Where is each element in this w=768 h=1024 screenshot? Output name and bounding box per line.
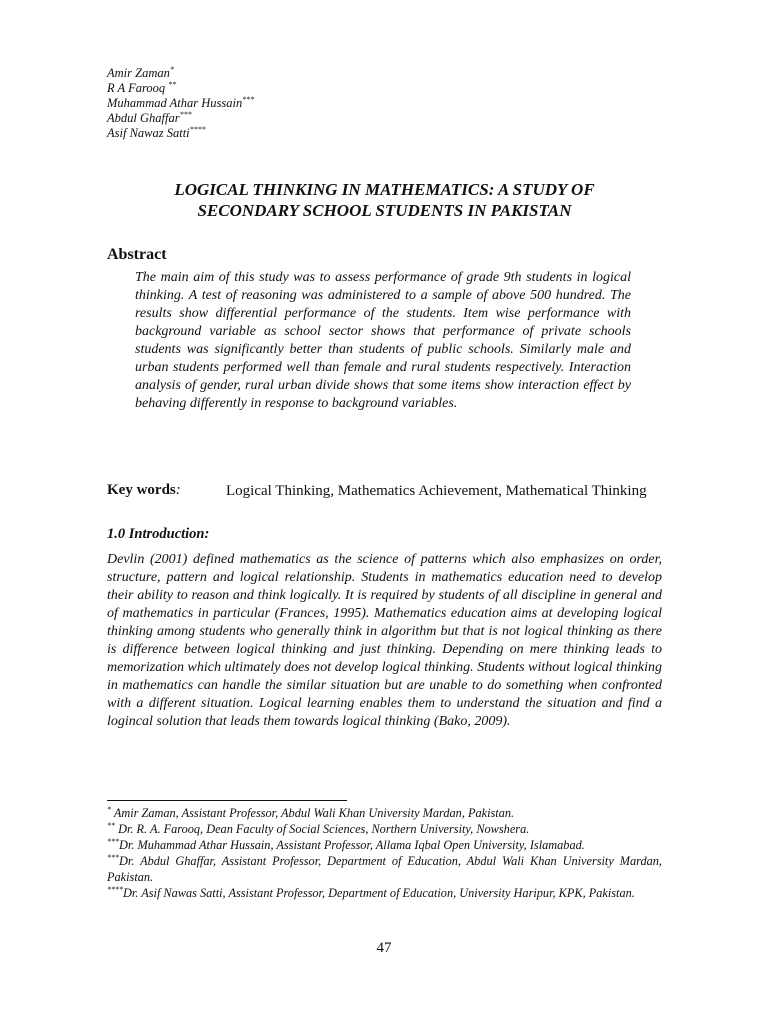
keywords-label: Key words: [107, 482, 181, 498]
page-number: 47 [376, 940, 392, 956]
footnote-divider [107, 800, 347, 801]
abstract-heading: Abstract [107, 246, 167, 263]
footnote-2: ** Dr. R. A. Farooq, Dean Faculty of Social Sciences, Northern University, Nowshera. [107, 821, 530, 836]
footnote-3: ***Dr. Muhammad Athar Hussain, Assistant Professor, Allama Iqbal Open University, Islamabad. [107, 837, 585, 852]
introduction-body: Devlin (2001) defined mathematics as the science of patterns which also emphasizes on order, structure, pattern and logical relationship. Students in mathematics education need to develop their ability to reason and think logically. It is required by students of all discipline in general and of mathematics in particular (Frances, 1995). Mathematics education aims at developing logical thinking among students who generally think in algorithm but that is not logical thinking as there is difference between logical thinking and just thinking. Depending on mere thinking leads to memorization which ultimately does not develop logical thinking. Students without logical thinking in mathematics can handle the similar situation but are unable to do something when confronted with a different situation. Logical learning enables them to understand the situation and find a logincal solution that leads them towards logical thinking (Bako, 2009). [107, 552, 662, 729]
author-2: R A Farooq ** [107, 80, 177, 95]
author-1: Amir Zaman* [107, 65, 174, 80]
introduction-heading: 1.0 Introduction: [107, 526, 210, 542]
author-4-mark: *** [179, 110, 192, 119]
footnote-4: ***Dr. Abdul Ghaffar, Assistant Professor, Department of Education, Abdul Wali Khan University Mardan, Pakistan. [107, 853, 662, 884]
author-list [107, 66, 254, 141]
author-3-mark: *** [242, 95, 255, 104]
author-2-mark: ** [168, 80, 177, 89]
keywords-text: Logical Thinking, Mathematics Achievement, Mathematical Thinking [226, 483, 647, 499]
author-5-mark: **** [189, 125, 206, 134]
author-5: Asif Nawaz Satti**** [107, 125, 206, 140]
author-4: Abdul Ghaffar*** [107, 110, 192, 125]
footnote-1: * Amir Zaman, Assistant Professor, Abdul Wali Khan University Mardan, Pakistan. [107, 805, 515, 820]
footnote-5: ****Dr. Asif Nawas Satti, Assistant Professor, Department of Education, University Haripur, KPK, Pakistan. [107, 885, 635, 900]
abstract-body: The main aim of this study was to assess performance of grade 9th students in logical thinking. A test of reasoning was administered to a sample of above 500 hundred. The results show differential performance of the students. Item wise performance with background variable as school sector shows that performance of private schools students was significantly better than students of public schools. Similarly male and urban students performed well than female and rural students respectively. Interaction analysis of gender, rural urban divide shows that some items show interaction effect by behaving differently in response to background variables. [135, 270, 631, 411]
footnotes [107, 805, 662, 901]
paper-title-line-2: SECONDARY SCHOOL STUDENTS IN PAKISTAN [197, 201, 572, 220]
author-3: Muhammad Athar Hussain*** [107, 95, 255, 110]
paper-title [107, 179, 662, 221]
author-1-mark: * [169, 65, 174, 74]
paper-title-line-1: LOGICAL THINKING IN MATHEMATICS: A STUDY OF [174, 180, 595, 199]
